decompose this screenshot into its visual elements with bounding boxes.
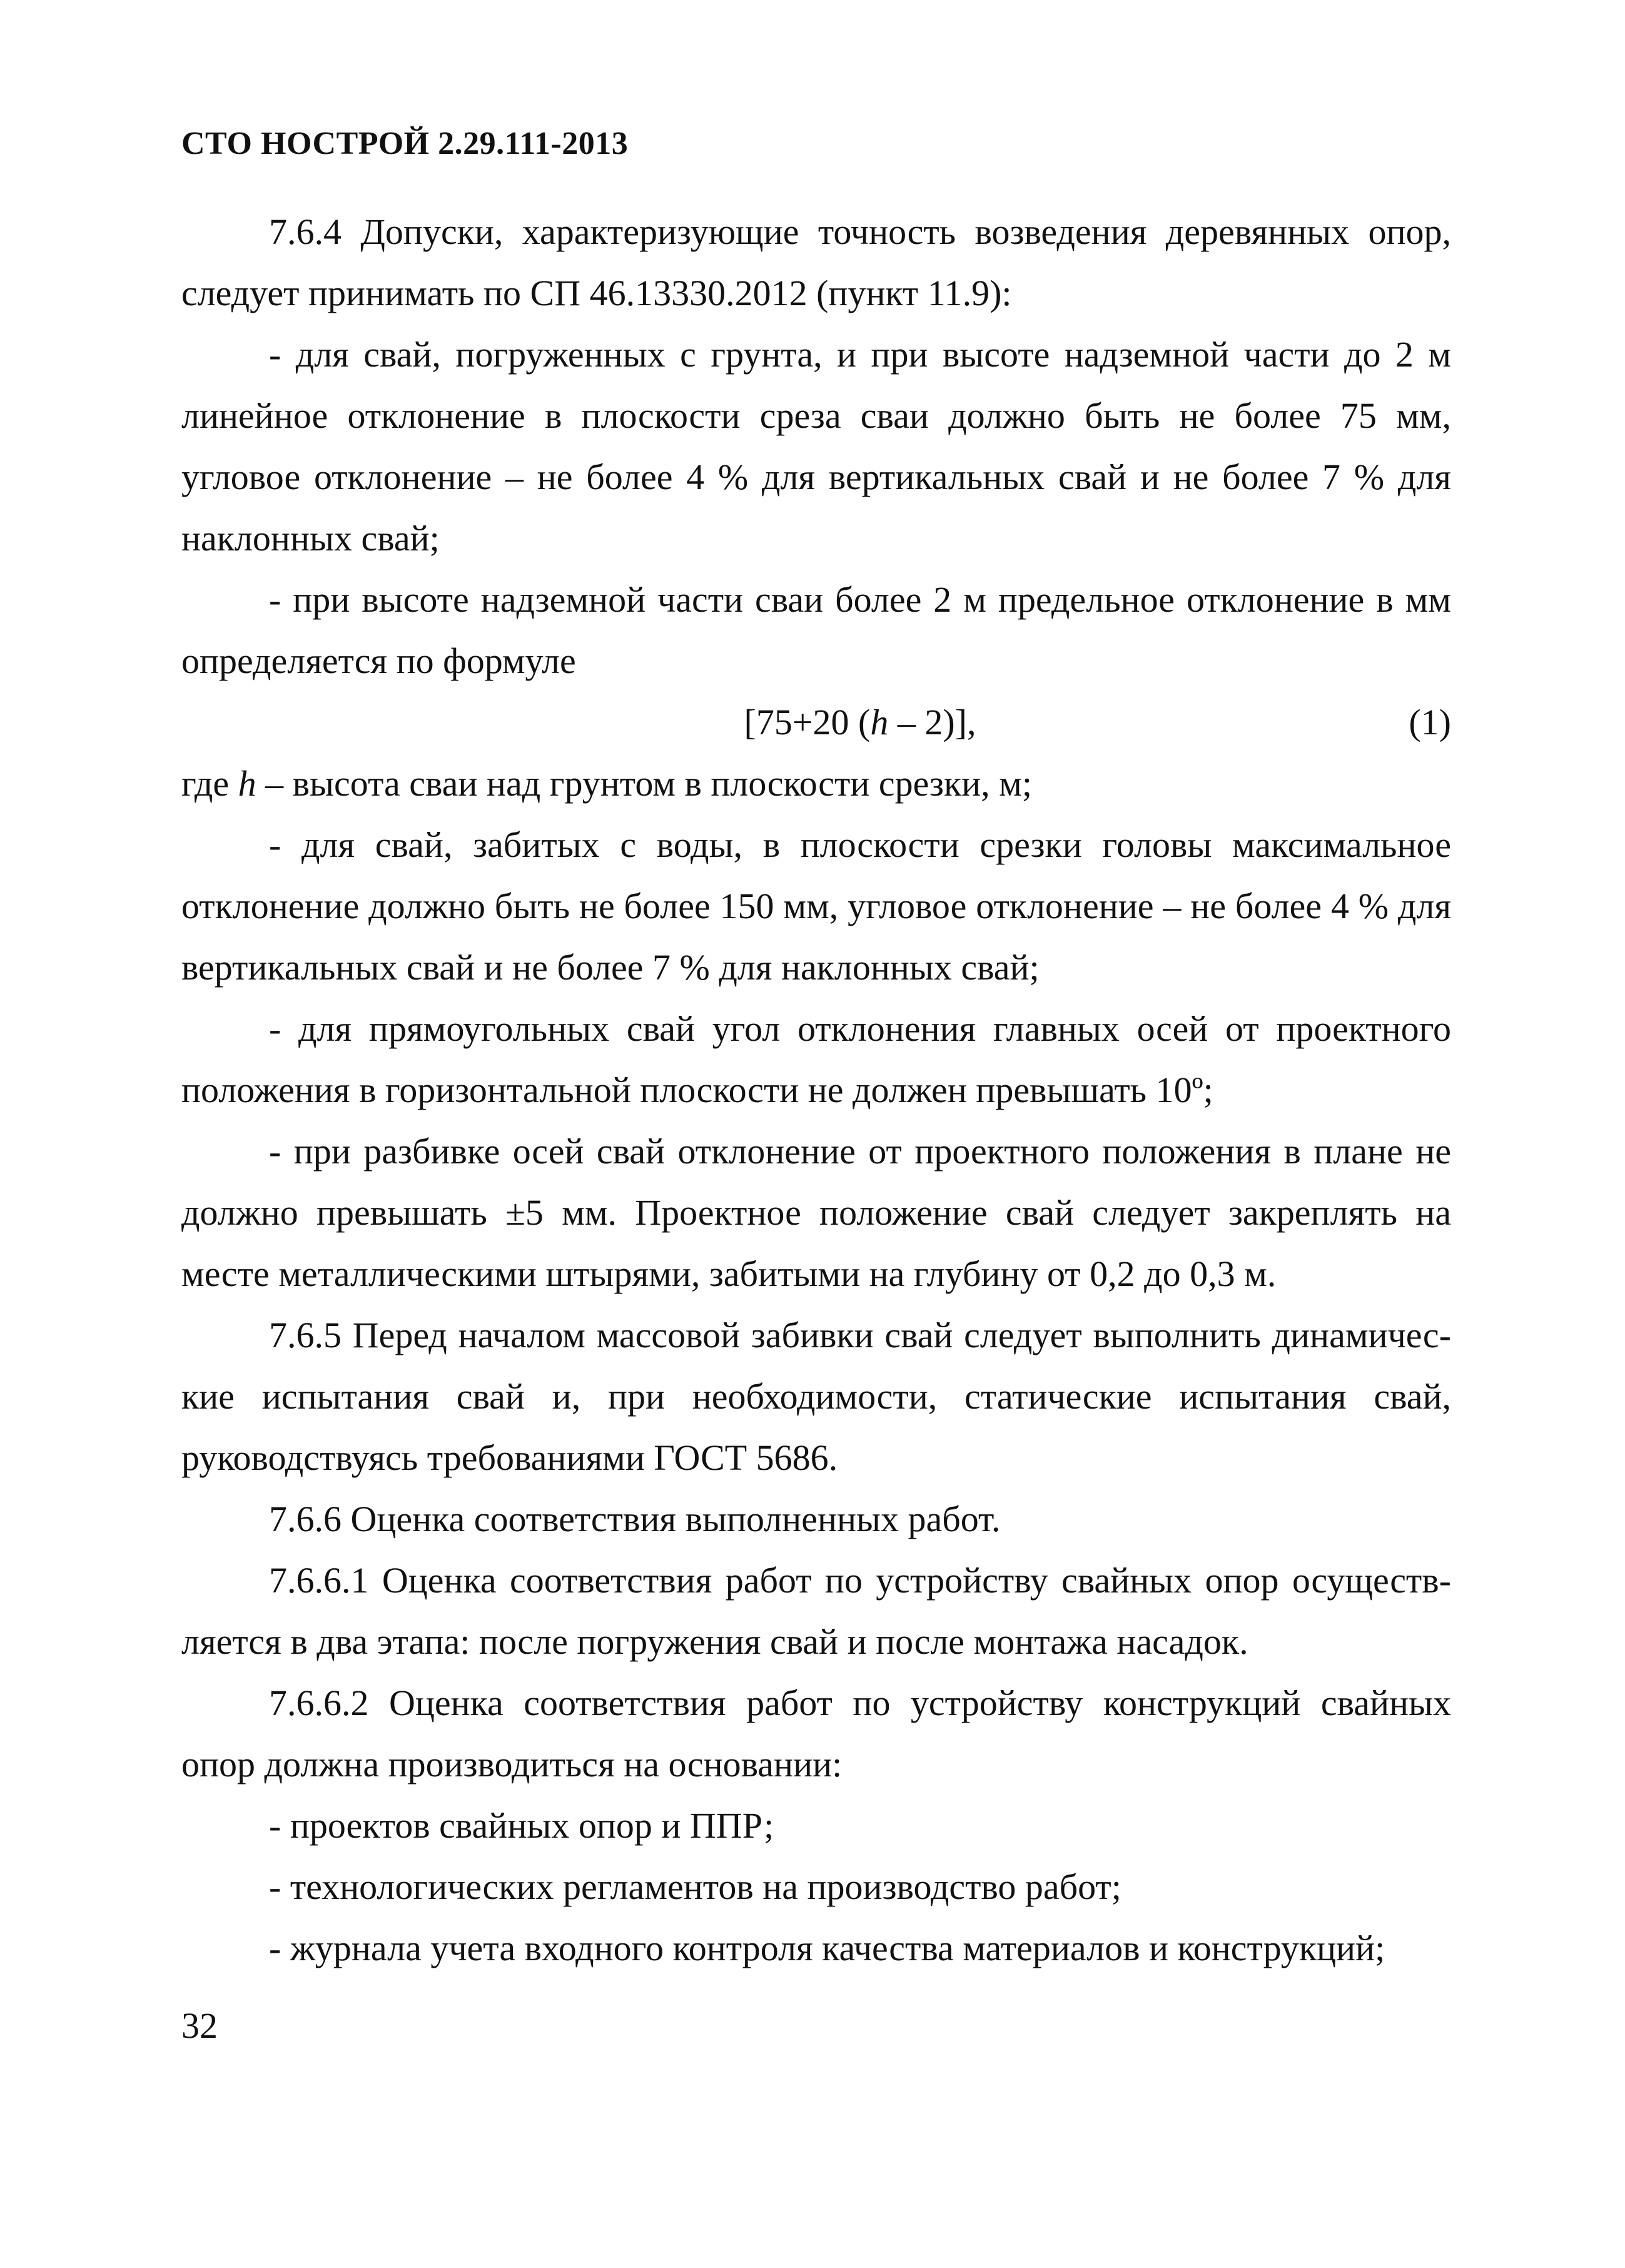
- where-var: h: [238, 763, 256, 804]
- paragraph-7-6-6-2: 7.6.6.2 Оценка соответствия работ по устройству конструкций свайных опор должна производиться на основании:: [181, 1683, 1451, 1785]
- list-item-journal: - журнала учета входного контроля качества материалов и конструкций;: [269, 1928, 1385, 1968]
- formula-post: – 2)],: [888, 702, 976, 742]
- paragraph-7-6-6: 7.6.6 Оценка соответствия выполненных работ.: [269, 1499, 1001, 1539]
- equation-number: (1): [1409, 702, 1451, 742]
- where-pre: где: [181, 763, 238, 804]
- list-item-projects: - проектов свайных опор и ППР;: [269, 1805, 774, 1846]
- formula-1: [181, 692, 1451, 753]
- document-header: СТО НОСТРОЙ 2.29.111-2013: [181, 126, 629, 161]
- paragraph-7-6-4: 7.6.4 Допуски, характеризующие точность возведения деревянных опор, следует принимать по СП 46.13330.2012 (пункт 11.9):: [181, 211, 1451, 313]
- list-item-water-piles: - для свай, забитых с воды, в плоскости срезки головы максимальное отклонение должно быть не более 150 мм, угловое отклонение – не более 4 % для вертикальных свай и не более 7 % для наклонных свай;: [181, 824, 1451, 988]
- formula-where-line: [181, 753, 1451, 814]
- where-post: – высота сваи над грунтом в плоскости срезки, м;: [256, 763, 1032, 804]
- list-item-height-over-2m: - при высоте надземной части сваи более 2 м предельное отклонение в мм определяется по формуле: [181, 579, 1451, 681]
- paragraph-7-6-5: 7.6.5 Перед началом массовой забивки свай следует выполнить динамические испытания свай и, при необходимости, статические испытания свай, руководствуясь требованиями ГОСТ 5686.: [181, 1315, 1451, 1478]
- formula-var: h: [870, 702, 889, 742]
- list-item-regulations: - технологических регламентов на производство работ;: [269, 1866, 1121, 1907]
- paragraph-7-6-6-1: 7.6.6.1 Оценка соответствия работ по устройству свайных опор осуществляется в два этапа: после погружения свай и после монтажа насадок.: [181, 1560, 1451, 1662]
- list-item-axis-layout: - при разбивке осей свай отклонение от проектного положения в плане не должно превышать ±5 мм. Проектное положение свай следует закреплять на месте металлическими штырями, забитыми на глубину от 0,2 до 0,3 м.: [181, 1131, 1451, 1294]
- list-item-ground-piles: - для свай, погруженных с грунта, и при высоте надземной части до 2 м линейное отклонение в плоскости среза сваи должно быть не более 75 мм, угловое отклонение – не более 4 % для вертикальных свай и не более 7 % для наклонных свай;: [181, 334, 1451, 559]
- list-item-rectangular-piles: - для прямоугольных свай угол отклонения главных осей от проектного положения в горизонтальной плоскости не должен превышать 10º;: [181, 1008, 1451, 1110]
- document-body: [181, 201, 1451, 1979]
- page-number: 32: [181, 2005, 218, 2046]
- formula-pre: [75+20 (: [744, 702, 871, 742]
